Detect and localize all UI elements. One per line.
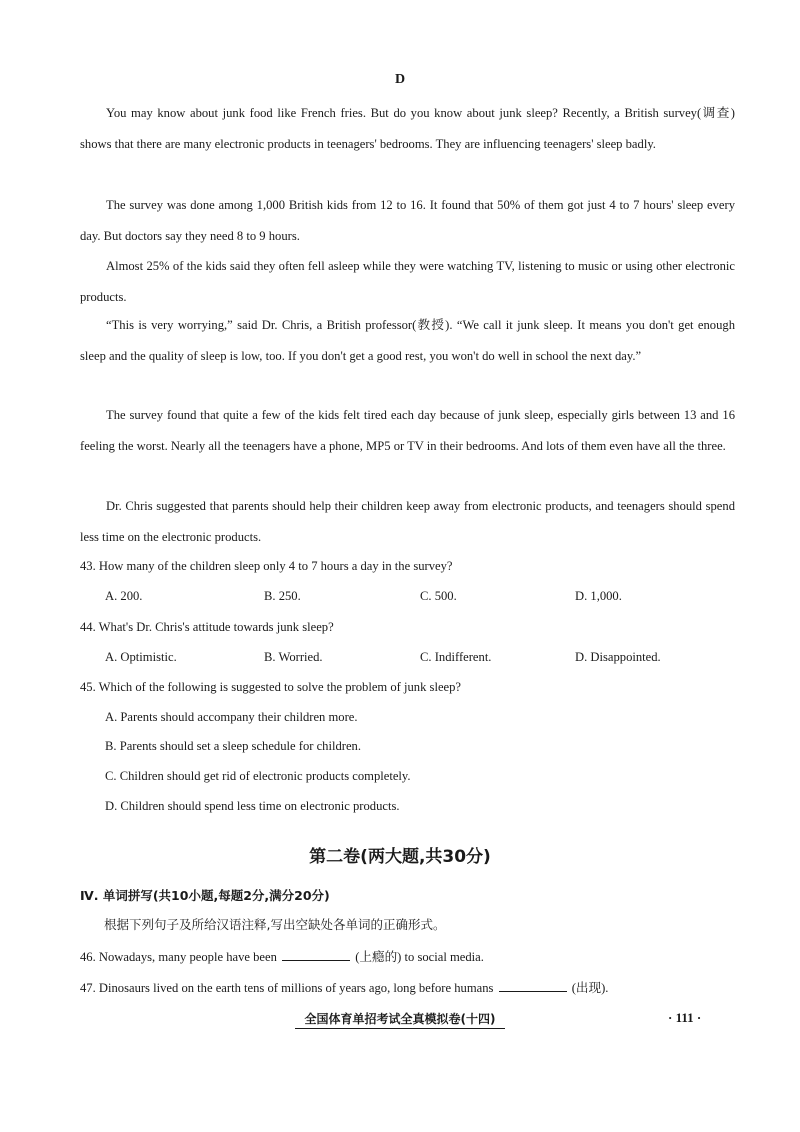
question-43-option-c: C. 500.: [420, 589, 457, 603]
footer-title: 全国体育单招考试全真模拟卷(十四): [295, 1012, 506, 1029]
section-label: D: [394, 72, 406, 87]
passage-paragraph-4: “This is very worrying,” said Dr. Chris, a British professor(教授). “We call it junk sleep. It means you don't get enough sleep and the quality of sleep is low, too. If you don't get a good rest, you won't do well in school the next day.”: [80, 318, 735, 363]
part-two-title: 第二卷(两大题,共30分): [309, 847, 491, 867]
question-46-after: (上瘾的) to social media.: [355, 950, 484, 964]
question-45-stem: 45. Which of the following is suggested to solve the problem of junk sleep?: [80, 680, 462, 694]
passage-paragraph-6: Dr. Chris suggested that parents should help their children keep away from electronic products, and teenagers should spend less time on the electronic products.: [80, 499, 735, 544]
question-43-option-b: B. 250.: [264, 589, 301, 603]
question-45-option-d: D. Children should spend less time on electronic products.: [105, 799, 400, 813]
question-43-stem: 43. How many of the children sleep only 4 to 7 hours a day in the survey?: [80, 559, 453, 573]
question-44-option-d: D. Disappointed.: [575, 650, 661, 664]
question-43-option-a: A. 200.: [105, 589, 143, 603]
question-45-option-b: B. Parents should set a sleep schedule for children.: [105, 739, 362, 753]
section-4-heading: Ⅳ. 单词拼写(共10小题,每题2分,满分20分): [80, 888, 330, 903]
question-46: [80, 946, 484, 967]
passage-paragraph-1: You may know about junk food like French fries. But do you know about junk sleep? Recently, a British survey(调查) shows that there are many electronic products in teenagers' bedrooms. They are influencing teenagers' sleep badly.: [80, 106, 735, 151]
question-47-before: 47. Dinosaurs lived on the earth tens of millions of years ago, long before humans: [80, 981, 494, 995]
question-46-before: 46. Nowadays, many people have been: [80, 950, 277, 964]
question-44-option-a: A. Optimistic.: [105, 650, 177, 664]
section-4-instruction: 根据下列句子及所给汉语注释,写出空缺处各单词的正确形式。: [104, 917, 446, 932]
passage-paragraph-2: The survey was done among 1,000 British kids from 12 to 16. It found that 50% of them got just 4 to 7 hours' sleep every day. But doctors say they need 8 to 9 hours.: [80, 198, 735, 243]
passage-paragraph-3: Almost 25% of the kids said they often fell asleep while they were watching TV, listening to music or using other electronic products.: [80, 259, 735, 304]
question-43-option-d: D. 1,000.: [575, 589, 622, 603]
question-47: [80, 977, 608, 998]
question-44-stem: 44. What's Dr. Chris's attitude towards junk sleep?: [80, 620, 334, 634]
question-45-option-c: C. Children should get rid of electronic products completely.: [105, 769, 411, 783]
passage-paragraph-5: The survey found that quite a few of the kids felt tired each day because of junk sleep, especially girls between 13 and 16 feeling the worst. Nearly all the teenagers have a phone, MP5 or TV in their bedrooms. And lots of them even have all the three.: [80, 408, 735, 453]
page-number: · 111 ·: [668, 1010, 702, 1025]
question-47-after: (出现).: [571, 981, 609, 995]
question-47-blank[interactable]: [499, 977, 567, 992]
question-44-option-b: B. Worried.: [264, 650, 323, 664]
question-46-blank[interactable]: [282, 946, 350, 961]
question-45-option-a: A. Parents should accompany their children more.: [105, 710, 358, 724]
question-44-option-c: C. Indifferent.: [420, 650, 492, 664]
